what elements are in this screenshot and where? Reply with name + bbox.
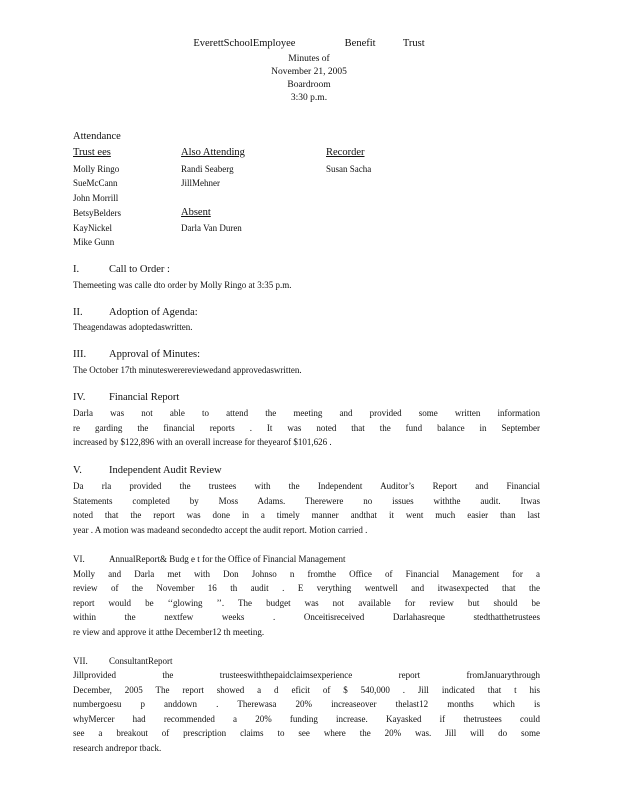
also-attending-label: Also Attending <box>181 147 245 158</box>
section-text-line: numbergoesu p anddown . Therewasa 20% increaseover thelast12 months which is <box>73 699 540 709</box>
recorder-name: Susan Sacha <box>326 164 372 174</box>
section-heading <box>73 349 200 361</box>
section-text-line: report would be ‘‘glowing ’’. The budget was not available for review but should be <box>73 598 540 608</box>
section-title: Call to Order : <box>109 264 170 275</box>
section-text-line: Themeeting was calle dto order by Molly Ringo at 3:35 p.m. <box>73 280 292 290</box>
section-title: Adoption of Agenda: <box>109 307 198 318</box>
title-trust: Trust <box>402 38 425 49</box>
trustee-name: John Morrill <box>73 193 119 203</box>
trustee-name: SueMcCann <box>73 178 118 188</box>
section-text-line: Molly and Darla met with Don Johnso n fromthe Office of Financial Management for a <box>73 569 540 579</box>
absent-label: Absent <box>181 207 211 218</box>
trustee-name: KayNickel <box>73 223 112 233</box>
section-text-line: Darla was not able to attend the meeting and provided some written information <box>73 408 540 418</box>
section-title: Approval of Minutes: <box>109 349 200 360</box>
section-text-line: Theagendawas adoptedaswritten. <box>73 322 193 332</box>
section-title: ConsultantReport <box>109 656 173 666</box>
section-heading <box>73 553 346 565</box>
title-org: EverettSchoolEmployee <box>193 38 296 49</box>
section-number: I. <box>73 264 80 275</box>
header-location: Boardroom <box>287 80 331 90</box>
section-number: VI. <box>73 554 85 564</box>
section-title: Independent Audit Review <box>109 465 222 476</box>
section-text-line: The October 17th minuteswerereviewedand approvedaswritten. <box>73 365 302 375</box>
section-number: VII. <box>73 656 88 666</box>
section-heading <box>73 655 173 667</box>
section-text-line: December, 2005 The report showed a d eficit of $ 540,000 . Jill indicated that t his <box>73 685 540 695</box>
section-heading <box>73 392 179 404</box>
document-title <box>0 38 618 50</box>
section-number: V. <box>73 465 82 476</box>
section-title: Financial Report <box>109 392 180 403</box>
section-text-line: within the nextfew weeks . Onceitisreceived Darlahasreque stedthatthetrustees <box>73 612 540 622</box>
header-minutes-of: Minutes of <box>288 54 330 64</box>
trustee-name: BetsyBelders <box>73 208 121 218</box>
section-text-line: whyMercer had recommended a 20% funding increase. Kayasked if thetrustees could <box>73 714 540 724</box>
also-attending-name: Randi Seaberg <box>181 164 234 174</box>
title-benefit: Benefit <box>344 38 376 49</box>
section-text-line: re view and approve it atthe December12 th meeting. <box>73 627 265 637</box>
section-title: AnnualReport& Budg e t for the Office of Financial Management <box>109 554 346 564</box>
section-number: IV. <box>73 392 86 403</box>
attendance-heading: Attendance <box>73 131 121 142</box>
section-number: II. <box>73 307 83 318</box>
section-text-line: increased by $122,896 with an overall increase for theyearof $101,626 . <box>73 437 332 447</box>
section-number: III. <box>73 349 87 360</box>
section-text-line: Statements completed by Moss Adams. Therewere no issues withthe audit. Itwas <box>73 496 540 506</box>
section-text-line: Jillprovided the trusteeswiththepaidclaimsexperience report fromJanuarythrough <box>73 670 540 680</box>
section-text-line: review of the November 16 th audit . E verything wentwell and itwasexpected that the <box>73 583 540 593</box>
section-text-line: Da rla provided the trustees with the Independent Auditor’s Report and Financial <box>73 481 540 491</box>
section-text-line: re garding the financial reports . It was noted that the fund balance in September <box>73 423 540 433</box>
section-heading <box>73 307 198 319</box>
absent-name: Darla Van Duren <box>181 223 242 233</box>
section-heading <box>73 264 170 276</box>
trustee-name: Mike Gunn <box>73 237 115 247</box>
trustees-label: Trust ees <box>73 147 111 158</box>
section-text-line: research andrepor tback. <box>73 743 162 753</box>
header-time: 3:30 p.m. <box>290 93 328 103</box>
section-text-line: see a breakout of prescription claims to see where the 20% was. Jill will do some <box>73 728 540 738</box>
recorder-label: Recorder <box>326 147 365 158</box>
header-date: November 21, 2005 <box>271 67 347 77</box>
section-text-line: noted that the report was done in a timely manner andthat it went much easier than last <box>73 510 540 520</box>
also-attending-name: JillMehner <box>181 178 220 188</box>
trustee-name: Molly Ringo <box>73 164 120 174</box>
section-heading <box>73 465 222 477</box>
section-text-line: year . A motion was madeand secondedto accept the audit report. Motion carried . <box>73 525 368 535</box>
